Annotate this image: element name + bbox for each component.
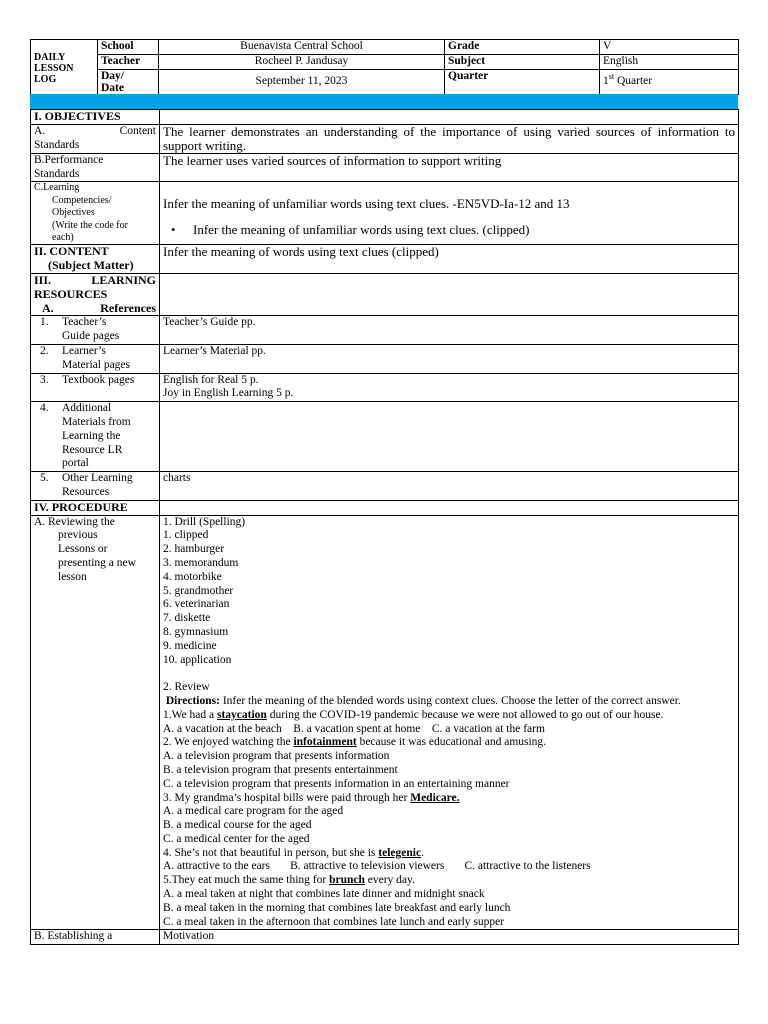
q4-post: . [421, 846, 424, 859]
references-letter: A. [42, 300, 54, 315]
drill-item: 7. diskette [163, 612, 211, 625]
resource-item-1-num: 1. [40, 316, 49, 329]
resource-item-1-label-2: Guide pages [62, 330, 120, 343]
quarter-label: Quarter [445, 69, 600, 94]
resource-item-2-num: 2. [40, 345, 49, 357]
q3-option-c: C. a medical center for the aged [163, 832, 310, 845]
additional-num: 4. [40, 402, 49, 415]
q5-post: every day. [364, 874, 415, 887]
objectives-empty [160, 110, 739, 125]
question-2 [163, 736, 735, 750]
review-directions [163, 695, 735, 709]
content-heading [31, 245, 160, 274]
drill-item: 3. memorandum [163, 556, 239, 569]
day-label: Day/ [101, 69, 124, 82]
school-label: School [98, 40, 159, 55]
reviewing-label [31, 515, 160, 930]
drill-item: 5. grandmother [163, 584, 234, 597]
additional-materials-label [31, 402, 160, 472]
q2-post: because it was educational and amusing. [356, 736, 547, 749]
q1-pre: 1.We had a [163, 708, 217, 721]
resource-item-2-label-1: Learner’s [62, 345, 106, 357]
q2-pre: 2. We enjoyed watching the [163, 736, 294, 749]
other-resources-value: charts [160, 472, 739, 501]
q2-option-c: C. a television program that presents information in an entertaining manner [163, 777, 510, 790]
subject-value: English [600, 54, 739, 69]
resource-item-1-label [31, 316, 160, 345]
drill-item: 2. hamburger [163, 543, 225, 556]
reviewing-line-2: previous [58, 529, 98, 542]
q1-options: A. a vacation at the beach B. a vacation spent at home C. a vacation at the farm [163, 722, 545, 735]
resource-item-3-label-1: Textbook pages [62, 373, 135, 386]
resource-item-3-num: 3. [40, 373, 49, 386]
resource-item-3-label [31, 373, 160, 402]
reviewing-line-1: A. Reviewing the [34, 515, 115, 528]
q2-option-b: B. a television program that presents entertainment [163, 763, 398, 776]
question-5 [163, 874, 735, 888]
subject-label: Subject [445, 54, 600, 69]
comp-label-4: (Write the code for [52, 219, 128, 231]
date-label: Date [101, 81, 124, 94]
comp-label-1: C.Learning [34, 182, 80, 194]
references-word: References [100, 300, 156, 315]
q1-post: during the COVID-19 pandemic because we were not allowed to go out of our house. [266, 708, 664, 721]
other-label-1: Other Learning [62, 472, 133, 485]
section-divider-bar [30, 94, 738, 109]
drill-item: 6. veterinarian [163, 598, 230, 611]
q5-option-b: B. a meal taken in the morning that combines late breakfast and early lunch [163, 901, 511, 914]
content-standards-word: Content [119, 124, 156, 137]
quarter-word: Quarter [614, 74, 653, 87]
resources-heading [31, 274, 160, 316]
resources-empty [160, 274, 739, 316]
school-value: Buenavista Central School [159, 40, 445, 55]
textbook-1: English for Real 5 p. [163, 373, 259, 386]
other-num: 5. [40, 472, 49, 485]
competencies-value [160, 182, 739, 245]
q4-options: A. attractive to the ears B. attractive to television viewers C. attractive to the listeners [163, 860, 591, 873]
other-label-2: Resources [62, 485, 110, 498]
teacher-label: Teacher [98, 54, 159, 69]
resource-item-1-value: Teacher’s Guide pp. [160, 316, 739, 345]
content-standards-label [31, 124, 160, 153]
directions-label: Directions: [165, 694, 220, 707]
competency-bullet-text: Infer the meaning of unfamiliar words using text clues. (clipped) [193, 222, 530, 238]
comp-label-3: Objectives [52, 207, 95, 219]
procedure-empty [160, 500, 739, 515]
lesson-table [30, 109, 739, 945]
competency-text: Infer the meaning of unfamiliar words using text clues. -EN5VD-Ia-12 and 13 [163, 196, 570, 212]
q5-word: brunch [329, 874, 365, 887]
reviewing-value [160, 515, 739, 930]
drill-item: 8. gymnasium [163, 625, 229, 638]
review-title: 2. Review [163, 681, 210, 694]
resource-item-2-value: Learner’s Material pp. [160, 345, 739, 374]
resources-heading-2: RESOURCES [34, 286, 108, 301]
drill-item: 1. clipped [163, 529, 209, 542]
reviewing-line-5: lesson [58, 570, 87, 583]
content-heading-2: (Subject Matter) [48, 258, 134, 273]
resource-item-2-label [31, 345, 160, 374]
content-value: Infer the meaning of words using text clues (clipped) [160, 245, 739, 274]
additional-line-4: Resource LR [62, 443, 123, 456]
question-4 [163, 847, 735, 861]
bullet-icon: • [171, 222, 176, 238]
additional-materials-value [160, 402, 739, 472]
textbook-2: Joy in English Learning 5 p. [163, 387, 294, 400]
additional-line-5: portal [62, 457, 89, 470]
competencies-label [31, 182, 160, 245]
resources-heading-word: LEARNING [91, 273, 156, 288]
objectives-heading: I. OBJECTIVES [31, 110, 160, 125]
establishing-value: Motivation [160, 930, 739, 945]
quarter-value [600, 69, 739, 94]
teacher-value: Rocheel P. Jandusay [159, 54, 445, 69]
grade-label: Grade [445, 40, 600, 55]
resources-heading-num: III. [34, 273, 52, 288]
procedure-heading: IV. PROCEDURE [31, 500, 160, 515]
content-heading-1: II. CONTENT [34, 244, 109, 259]
competency-bullet [163, 222, 735, 237]
performance-standards-value: The learner uses varied sources of information to support writing [160, 153, 739, 182]
q3-option-b: B. a medical course for the aged [163, 819, 312, 832]
additional-line-2: Materials from [62, 415, 131, 428]
q4-word: telegenic [378, 846, 422, 859]
establishing-label-text: B. Establishing a [34, 930, 113, 943]
grade-value: V [600, 40, 739, 55]
header-table [30, 39, 739, 95]
daily-lesson-log-label: DAILY LESSON LOG [31, 40, 98, 95]
q5-pre: 5.They eat much the same thing for [163, 874, 330, 887]
reviewing-line-4: presenting a new [58, 556, 136, 569]
drill-title: 1. Drill (Spelling) [163, 515, 246, 528]
reviewing-line-3: Lessons or [58, 543, 108, 556]
q3-pre: 3. My grandma’s hospital bills were paid through her [163, 791, 411, 804]
drill-item: 4. motorbike [163, 570, 222, 583]
date-value: September 11, 2023 [159, 69, 445, 94]
day-date-label [98, 69, 159, 94]
comp-label-5: each) [52, 232, 74, 244]
q3-option-a: A. a medical care program for the aged [163, 805, 344, 818]
question-1 [163, 709, 735, 723]
quarter-number: 1 [603, 74, 609, 87]
performance-label-2: Standards [34, 167, 80, 180]
drill-item: 9. medicine [163, 639, 217, 652]
resource-item-2-label-2: Material pages [62, 358, 131, 371]
q4-pre: 4. She’s not that beautiful in person, but she is [163, 846, 379, 859]
q3-word: Medicare. [410, 791, 460, 804]
quarter-suffix: st [608, 71, 615, 81]
content-standards-value: The learner demonstrates an understanding of the importance of using varied sources of information to support writing. [160, 124, 739, 153]
resource-item-3-value [160, 373, 739, 402]
resource-item-1-label-1: Teacher’s [62, 316, 107, 329]
content-standards-word-2: Standards [34, 138, 80, 151]
q5-option-c: C. a meal taken in the afternoon that combines late lunch and early supper [163, 915, 505, 928]
additional-line-3: Learning the [62, 429, 121, 442]
q2-option-a: A. a television program that presents information [163, 750, 390, 763]
directions-text: Infer the meaning of the blended words using context clues. Choose the letter of the correct answer. [219, 694, 681, 707]
question-3 [163, 792, 735, 806]
comp-label-2: Competencies/ [52, 194, 112, 206]
additional-line-2-wrap [34, 416, 156, 430]
drill-item: 10. application [163, 653, 232, 666]
additional-line-1: Additional [62, 402, 112, 415]
performance-standards-label [31, 153, 160, 182]
performance-label-1: B.Performance [34, 153, 104, 166]
q5-option-a: A. a meal taken at night that combines late dinner and midnight snack [163, 888, 485, 901]
q2-word: infotainment [293, 736, 357, 749]
establishing-label [31, 930, 160, 945]
q1-word: staycation [217, 708, 267, 721]
content-standards-letter: A. [34, 124, 46, 137]
other-resources-label [31, 472, 160, 501]
